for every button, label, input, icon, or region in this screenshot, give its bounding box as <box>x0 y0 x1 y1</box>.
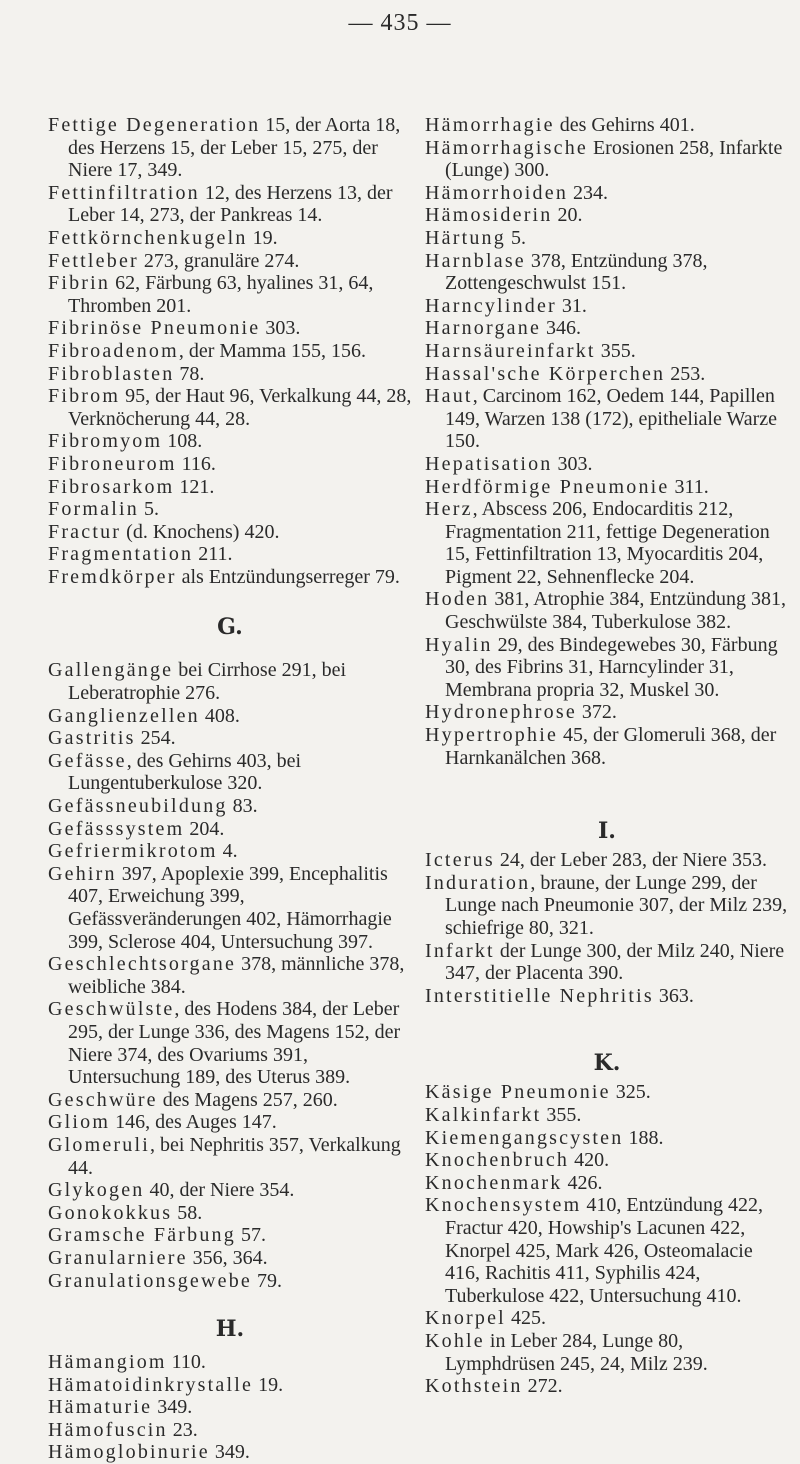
index-entry <box>425 204 789 227</box>
index-entry <box>425 114 789 137</box>
index-term: Gastritis <box>48 727 136 750</box>
index-term: Hämatoidinkrystalle <box>48 1373 254 1396</box>
index-references: 372. <box>576 701 617 724</box>
index-term: Granulationsgewebe <box>48 1269 252 1292</box>
index-references: 363. <box>653 984 694 1007</box>
index-entry <box>425 634 789 702</box>
index-entry <box>48 1111 412 1134</box>
entries-h-right <box>425 114 789 769</box>
index-entry <box>425 1172 789 1195</box>
index-entry <box>425 1307 789 1330</box>
index-term: Knorpel <box>425 1307 506 1330</box>
index-references: 24, der Leber 283, der Niere 353. <box>494 849 767 872</box>
index-references: 108. <box>162 430 203 453</box>
index-references: 31. <box>556 294 587 317</box>
index-term: Gallengänge <box>48 659 174 682</box>
index-references: 408. <box>199 704 240 727</box>
index-references: 29, des Bindegewebes 30, Färbung 30, des Fibrins 31, Harncylinder 31, Membrana propria 32, Muskel 30. <box>445 633 778 701</box>
index-entry <box>425 1149 789 1172</box>
index-entry <box>48 1179 412 1202</box>
index-references: , des Hodens 384, der Leber 295, der Lunge 336, des Magens 152, der Niere 374, des Ovariums 391, Untersuchung 189, des Uterus 389. <box>68 998 401 1089</box>
index-references: 95, der Haut 96, Verkalkung 44, 28, Verknöcherung 44, 28. <box>68 385 412 430</box>
index-term: Harncylinder <box>425 294 557 317</box>
index-entry <box>425 1375 789 1398</box>
index-entry <box>48 1134 412 1179</box>
index-references: (d. Knochens) 420. <box>121 520 280 543</box>
index-references: 325. <box>610 1081 651 1104</box>
right-column <box>425 114 789 1398</box>
index-term: Hämofuscin <box>48 1418 168 1441</box>
index-term: Fettkörnchenkugeln <box>48 226 248 249</box>
index-term: Fettige Degeneration <box>48 114 261 136</box>
index-references: als Entzündungserreger 79. <box>176 565 400 588</box>
index-references: , Carcinom 162, Oedem 144, Papillen 149, Warzen 138 (172), epitheliale Warze 150. <box>445 385 778 453</box>
index-references: 79. <box>252 1269 282 1292</box>
index-entry <box>48 317 412 340</box>
entries-g <box>48 659 412 1292</box>
index-references: 83. <box>227 795 258 818</box>
index-entry <box>48 659 412 704</box>
index-references: des Gehirns 401. <box>554 114 695 136</box>
index-entry <box>425 317 789 340</box>
index-references: 188. <box>623 1126 664 1149</box>
index-entry <box>48 340 412 363</box>
index-term: Granularniere <box>48 1246 188 1269</box>
index-references: 23. <box>167 1418 198 1441</box>
index-entry <box>48 250 412 273</box>
index-term: Knochenbruch <box>425 1149 570 1172</box>
index-references: 355. <box>541 1103 582 1126</box>
index-entry <box>425 1104 789 1127</box>
index-term: Hämorrhoiden <box>425 181 569 204</box>
index-entry <box>425 295 789 318</box>
index-references: , des Gehirns 403, bei Lungentuberkulose 320. <box>68 749 302 795</box>
index-entry <box>48 1224 412 1247</box>
index-entry <box>48 498 412 521</box>
index-references: 20. <box>552 204 583 227</box>
index-entry <box>425 1081 789 1104</box>
index-term: Gramsche Färbung <box>48 1224 236 1247</box>
index-term: Hyalin <box>425 633 493 656</box>
index-term: Herz <box>425 498 473 521</box>
index-term: Geschwüre <box>48 1088 158 1111</box>
index-entry <box>425 1127 789 1150</box>
index-term: Formalin <box>48 498 139 521</box>
index-entry <box>48 1247 412 1270</box>
index-references: 349. <box>209 1441 250 1464</box>
index-references: , braune, der Lunge 299, der Lunge nach Pneumonie 307, der Milz 239, schiefrige 80, 321. <box>445 871 788 939</box>
index-references: des Magens 257, 260. <box>157 1088 338 1111</box>
index-term: Hypertrophie <box>425 724 559 747</box>
index-entry <box>425 724 789 769</box>
index-entry <box>425 476 789 499</box>
index-term: Harnblase <box>425 249 526 272</box>
index-term: Induration <box>425 871 531 894</box>
index-entry <box>48 1374 412 1397</box>
index-entry <box>425 985 789 1008</box>
index-term: Fractur <box>48 520 122 543</box>
index-references: Erosionen 258, Infarkte (Lunge) 300. <box>445 136 783 182</box>
index-references: , der Mamma 155, 156. <box>178 339 367 362</box>
index-entry <box>48 1396 412 1419</box>
index-term: Hämangiom <box>48 1351 167 1374</box>
index-term: Fettleber <box>48 249 139 272</box>
index-entry <box>425 363 789 386</box>
index-term: Fibromyom <box>48 430 163 453</box>
index-references: 378, Entzündung 378, Zottengeschwulst 151. <box>445 249 708 295</box>
index-references: , Abscess 206, Endocarditis 212, Fragmentation 211, fettige Degeneration 15, Fettinfiltration 13, Myocarditis 204, Pigment 22, Sehnenflecke 204. <box>445 498 770 588</box>
index-term: Fibroneurom <box>48 452 177 475</box>
index-entry <box>425 701 789 724</box>
index-term: Gliom <box>48 1111 111 1134</box>
index-entry <box>425 227 789 250</box>
index-term: Geschwülste <box>48 998 175 1021</box>
index-entry <box>48 521 412 544</box>
index-term: Geschlechtsorgane <box>48 953 237 976</box>
index-term: Haut <box>425 385 473 408</box>
index-term: Gefässsystem <box>48 817 185 840</box>
index-entry <box>48 998 412 1088</box>
entries-i <box>425 849 789 1007</box>
index-term: Fibrin <box>48 272 111 295</box>
index-term: Fragmentation <box>48 543 194 566</box>
index-entry <box>48 840 412 863</box>
index-entry <box>48 227 412 250</box>
index-references: 355. <box>595 339 636 362</box>
index-entry <box>425 498 789 588</box>
index-entry <box>48 863 412 953</box>
index-entry <box>48 182 412 227</box>
index-entry <box>425 849 789 872</box>
index-term: Gefriermikrotom <box>48 840 218 863</box>
index-references: 410, Entzündung 422, Fractur 420, Howship's Lacunen 422, Knorpel 425, Mark 426, Osteomalacie 416, Rachitis 411, Syphilis 424, Tuberkulose 422, Untersuchung 410. <box>445 1194 764 1307</box>
index-entry <box>48 727 412 750</box>
index-references: der Lunge 300, der Milz 240, Niere 347, der Placenta 390. <box>445 939 785 985</box>
index-entry <box>425 182 789 205</box>
index-term: Infarkt <box>425 939 495 962</box>
index-entry <box>48 453 412 476</box>
index-entry <box>48 1441 412 1464</box>
index-entry <box>48 1202 412 1225</box>
index-entry <box>48 1270 412 1293</box>
index-term: Fibroblasten <box>48 362 175 385</box>
index-entry <box>48 430 412 453</box>
index-references: 5. <box>138 498 159 521</box>
index-term: Hämoglobinurie <box>48 1441 210 1464</box>
index-references: 78. <box>174 362 205 385</box>
index-references: 253. <box>665 362 706 385</box>
index-references: bei Cirrhose 291, bei Leberatrophie 276. <box>68 659 347 705</box>
index-references: 40, der Niere 354. <box>144 1179 295 1202</box>
section-letter-h: H. <box>215 1316 245 1343</box>
index-references: in Leber 284, Lunge 80, Lymphdrüsen 245, 24, Milz 239. <box>445 1329 708 1375</box>
entries-f <box>48 114 412 588</box>
index-references: 234. <box>568 181 609 204</box>
index-entry <box>48 750 412 795</box>
index-term: Fibroadenom <box>48 339 179 362</box>
index-references: 426. <box>562 1171 603 1194</box>
index-references: 303. <box>552 452 593 475</box>
index-term: Kalkinfarkt <box>425 1103 542 1126</box>
index-term: Knochenmark <box>425 1171 563 1194</box>
index-term: Gonokokkus <box>48 1201 173 1224</box>
index-entry <box>425 940 789 985</box>
entries-k <box>425 1081 789 1397</box>
index-term: Harnorgane <box>425 317 542 340</box>
index-entry <box>48 705 412 728</box>
index-entry <box>48 818 412 841</box>
index-term: Hämorrhagische <box>425 136 588 159</box>
index-term: Fibrinöse Pneumonie <box>48 317 261 340</box>
index-term: Fibrom <box>48 385 121 408</box>
index-references: 356, 364. <box>187 1246 268 1269</box>
index-entry <box>48 566 412 589</box>
index-references: 121. <box>174 475 215 498</box>
entries-h-left <box>48 1351 412 1464</box>
index-entry <box>48 953 412 998</box>
index-references: 116. <box>176 452 216 475</box>
index-term: Hassal'sche Körperchen <box>425 362 666 385</box>
index-references: 346. <box>541 317 582 340</box>
index-entry <box>48 476 412 499</box>
index-references: 58. <box>172 1201 203 1224</box>
index-entry <box>48 1089 412 1112</box>
index-references: 425. <box>505 1307 546 1330</box>
index-term: Harnsäureinfarkt <box>425 339 596 362</box>
index-term: Glomeruli <box>48 1133 151 1156</box>
index-entry <box>48 363 412 386</box>
index-term: Hydronephrose <box>425 701 577 724</box>
section-letter-k: K. <box>593 1050 621 1077</box>
index-entry <box>425 250 789 295</box>
index-term: Fettinfiltration <box>48 181 200 204</box>
index-term: Glykogen <box>48 1179 145 1202</box>
index-references: 4. <box>217 840 238 863</box>
index-term: Kiemengangscysten <box>425 1126 624 1149</box>
section-letter-i: I. <box>598 818 616 845</box>
index-entry <box>48 1351 412 1374</box>
index-entry <box>48 385 412 430</box>
index-term: Fibrosarkom <box>48 475 175 498</box>
index-references: 303. <box>260 317 301 340</box>
index-entry <box>425 1330 789 1375</box>
index-references: 420. <box>569 1149 610 1172</box>
index-term: Gehirn <box>48 862 117 885</box>
index-references: 15, der Aorta 18, des Herzens 15, der Leber 15, 275, der Niere 17, 349. <box>68 114 401 182</box>
index-term: Hoden <box>425 588 490 611</box>
index-entry <box>48 272 412 317</box>
index-entry <box>425 1194 789 1307</box>
index-term: Käsige Pneumonie <box>425 1081 611 1104</box>
index-references: 273, granuläre 274. <box>138 249 300 272</box>
index-term: Herdförmige Pneumonie <box>425 475 670 498</box>
index-references: 204. <box>184 817 225 840</box>
index-references: 62, Färbung 63, hyalines 31, 64, Thromben 201. <box>68 272 374 317</box>
index-term: Härtung <box>425 226 506 249</box>
left-column <box>48 114 412 1464</box>
index-term: Fremdkörper <box>48 565 177 588</box>
index-references: 57. <box>235 1224 266 1247</box>
index-term: Ganglienzellen <box>48 704 200 727</box>
page-number: — 435 — <box>348 10 452 36</box>
index-references: 211. <box>193 543 233 566</box>
index-term: Hämaturie <box>48 1396 153 1419</box>
index-references: 381, Atrophie 384, Entzündung 381, Geschwülste 384, Tuberkulose 382. <box>445 588 786 634</box>
index-references: 397, Apoplexie 399, Encephalitis 407, Erweichung 399, Gefässveränderungen 402, Hämorrhagie 399, Sclerose 404, Untersuchung 397. <box>68 862 392 953</box>
index-term: Gefässneubildung <box>48 795 228 818</box>
index-references: 5. <box>505 226 526 249</box>
index-term: Hämosiderin <box>425 204 553 227</box>
index-entry <box>425 453 789 476</box>
index-references: 19. <box>247 226 278 249</box>
index-term: Kothstein <box>425 1375 523 1398</box>
index-entry <box>48 543 412 566</box>
index-references: 45, der Glomeruli 368, der Harnkanälchen 368. <box>445 724 777 769</box>
index-entry <box>425 588 789 633</box>
index-references: 254. <box>135 727 176 750</box>
index-references: 110. <box>166 1351 206 1374</box>
section-letter-g: G. <box>217 614 243 641</box>
index-references: 311. <box>669 475 709 498</box>
index-entry <box>48 1419 412 1442</box>
index-entry <box>425 872 789 940</box>
index-references: 19. <box>253 1373 284 1396</box>
index-entry <box>48 114 412 182</box>
index-term: Kohle <box>425 1329 485 1352</box>
index-entry <box>425 340 789 363</box>
index-term: Gefässe <box>48 749 127 772</box>
index-references: 378, männliche 378, weibliche 384. <box>68 953 405 998</box>
index-entry <box>48 795 412 818</box>
index-references: 349. <box>152 1396 193 1419</box>
index-term: Knochensystem <box>425 1194 582 1217</box>
index-references: , bei Nephritis 357, Verkalkung 44. <box>68 1133 401 1179</box>
index-entry <box>425 137 789 182</box>
index-term: Hepatisation <box>425 452 553 475</box>
index-term: Hämorrhagie <box>425 114 555 136</box>
index-references: 146, des Auges 147. <box>110 1111 277 1134</box>
index-term: Icterus <box>425 849 495 872</box>
index-references: 272. <box>522 1375 563 1398</box>
index-term: Interstitielle Nephritis <box>425 984 654 1007</box>
index-references: 12, des Herzens 13, der Leber 14, 273, der Pankreas 14. <box>68 181 393 227</box>
index-entry <box>425 385 789 453</box>
